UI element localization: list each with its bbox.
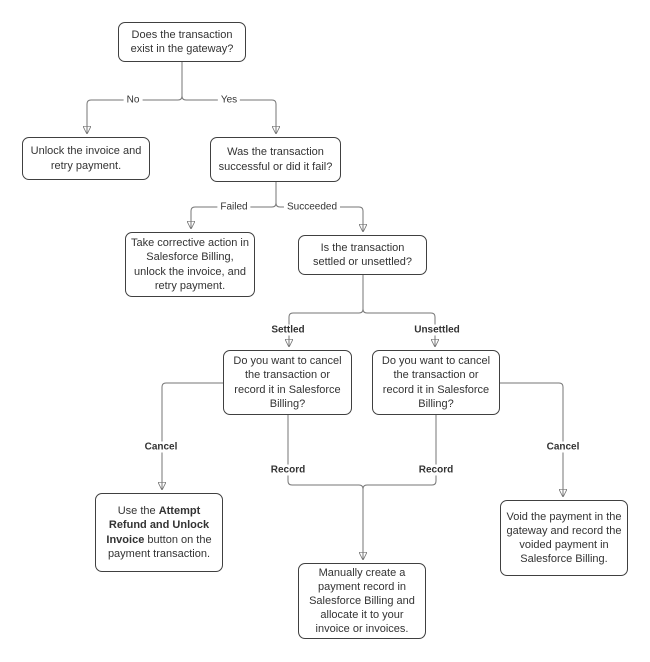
edge-label-record-left: Record xyxy=(268,465,308,476)
node-transaction-exists-question xyxy=(118,22,246,62)
edge-label-no: No xyxy=(124,95,143,106)
node-transaction-success-question xyxy=(210,137,341,182)
edge-label-unsettled: Unsettled xyxy=(411,325,463,336)
connector-cancel-left xyxy=(162,383,223,489)
node-void-payment xyxy=(500,500,628,576)
node-text: Was the transaction successful or did it fail? xyxy=(218,146,333,173)
node-text: Use the Attempt Refund and Unlock Invoice button on the payment transaction. xyxy=(106,505,212,560)
node-text: Take corrective action in Salesforce Billing, unlock the invoice, and retry payment. xyxy=(131,237,249,292)
edge-label-settled: Settled xyxy=(268,325,307,336)
edge-label-failed: Failed xyxy=(217,202,250,213)
edge-label-cancel-right: Cancel xyxy=(544,442,583,453)
edge-label-yes: Yes xyxy=(218,95,240,106)
node-text: Manually create a payment record in Salesforce Billing and allocate it to your invoice or invoices. xyxy=(309,566,415,636)
node-unlock-invoice-retry xyxy=(22,137,150,180)
node-cancel-or-record-unsettled xyxy=(372,350,500,415)
node-text: Does the transaction exist in the gateway? xyxy=(130,28,234,55)
connector-record-right xyxy=(363,415,436,489)
connector-cancel-right xyxy=(500,383,563,496)
node-settled-question xyxy=(298,235,427,275)
node-text: Unlock the invoice and retry payment. xyxy=(30,145,142,172)
node-text: Is the transaction settled or unsettled? xyxy=(312,241,413,268)
node-text: Do you want to cancel the transaction or record it in Salesforce Billing? xyxy=(381,355,491,410)
edge-label-record-right: Record xyxy=(416,465,456,476)
node-text: Void the payment in the gateway and record the voided payment in Salesforce Billing. xyxy=(506,510,622,566)
node-take-corrective-action xyxy=(125,232,255,297)
node-cancel-or-record-settled xyxy=(223,350,352,415)
node-text: Do you want to cancel the transaction or record it in Salesforce Billing? xyxy=(233,355,342,410)
edge-label-succeeded: Succeeded xyxy=(284,202,340,213)
node-manually-create-payment-record xyxy=(298,563,426,639)
edge-label-cancel-left: Cancel xyxy=(142,442,181,453)
connector-record-left xyxy=(288,415,363,489)
node-attempt-refund-unlock-invoice xyxy=(95,493,223,572)
